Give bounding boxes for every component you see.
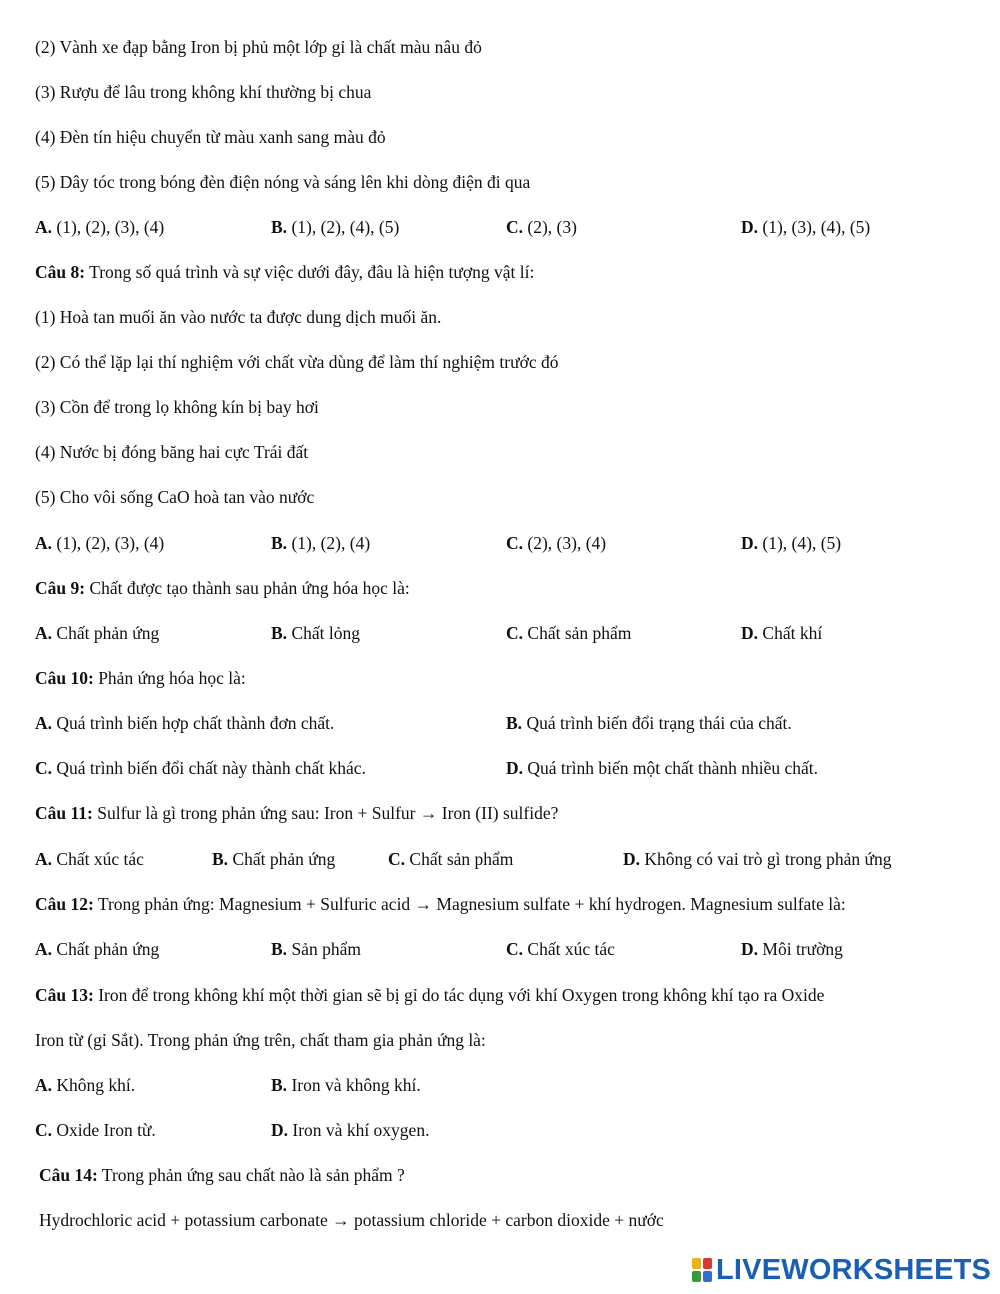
q11-option-b[interactable]: B. Chất phản ứng xyxy=(212,849,336,869)
q14-equation: Hydrochloric acid + potassium carbonate → potassium chloride + carbon dioxide + nước xyxy=(39,1210,664,1230)
q8-option-c[interactable]: C. (2), (3), (4) xyxy=(506,533,607,553)
q10-option-a[interactable]: A. Quá trình biến hợp chất thành đơn chất. xyxy=(35,713,335,733)
q11-option-c[interactable]: C. Chất sản phẩm xyxy=(388,849,514,869)
q9-option-a[interactable]: A. Chất phản ứng xyxy=(35,623,160,643)
q7-option-a[interactable]: A. (1), (2), (3), (4) xyxy=(35,217,165,237)
q9-option-b[interactable]: B. Chất lỏng xyxy=(271,623,360,643)
q7-option-b[interactable]: B. (1), (2), (4), (5) xyxy=(271,217,400,237)
liveworksheets-logo-mark-icon xyxy=(692,1257,714,1283)
q13-question: Câu 13: Iron để trong không khí một thời gian sẽ bị gỉ do tác dụng với khí Oxygen trong không khí tạo ra Oxide xyxy=(35,985,825,1005)
q8-option-b[interactable]: B. (1), (2), (4) xyxy=(271,533,371,553)
q7-option-c[interactable]: C. (2), (3) xyxy=(506,217,577,237)
q12-option-b[interactable]: B. Sản phẩm xyxy=(271,939,361,959)
q13-option-a[interactable]: A. Không khí. xyxy=(35,1075,136,1095)
q13-question-cont: Iron từ (gỉ Sắt). Trong phản ứng trên, chất tham gia phản ứng là: xyxy=(35,1030,486,1050)
q12-option-c[interactable]: C. Chất xúc tác xyxy=(506,939,615,959)
q12-question: Câu 12: Trong phản ứng: Magnesium + Sulfuric acid → Magnesium sulfate + khí hydrogen. Magnesium sulfate là: xyxy=(35,894,846,914)
q8-question: Câu 8: Trong số quá trình và sự việc dưới đây, đâu là hiện tượng vật lí: xyxy=(35,262,535,282)
q8-option-d[interactable]: D. (1), (4), (5) xyxy=(741,533,842,553)
q13-option-c[interactable]: C. Oxide Iron từ. xyxy=(35,1120,156,1140)
q12-option-a[interactable]: A. Chất phản ứng xyxy=(35,939,160,959)
liveworksheets-logo-text: LIVEWORKSHEETS xyxy=(716,1253,992,1286)
q8-statement-1: (1) Hoà tan muối ăn vào nước ta được dung dịch muối ăn. xyxy=(35,307,442,327)
q9-question: Câu 9: Chất được tạo thành sau phản ứng hóa học là: xyxy=(35,578,410,598)
q8-statement-2: (2) Có thể lặp lại thí nghiệm với chất vừa dùng để làm thí nghiệm trước đó xyxy=(35,352,559,372)
q8-option-a[interactable]: A. (1), (2), (3), (4) xyxy=(35,533,165,553)
q7-option-d[interactable]: D. (1), (3), (4), (5) xyxy=(741,217,871,237)
q8-statement-3: (3) Cồn để trong lọ không kín bị bay hơi xyxy=(35,397,319,417)
q8-statement-5: (5) Cho vôi sống CaO hoà tan vào nước xyxy=(35,487,315,507)
liveworksheets-logo xyxy=(692,1253,991,1287)
q13-option-d[interactable]: D. Iron và khí oxygen. xyxy=(271,1120,430,1140)
q9-option-d[interactable]: D. Chất khí xyxy=(741,623,823,643)
q14-question: Câu 14: Trong phản ứng sau chất nào là sản phẩm ? xyxy=(39,1165,405,1185)
q11-option-a[interactable]: A. Chất xúc tác xyxy=(35,849,144,869)
q7-statement-2: (2) Vành xe đạp bằng Iron bị phủ một lớp gỉ là chất màu nâu đỏ xyxy=(35,37,482,57)
q11-option-d[interactable]: D. Không có vai trò gì trong phản ứng xyxy=(623,849,892,869)
q7-statement-5: (5) Dây tóc trong bóng đèn điện nóng và sáng lên khi dòng điện đi qua xyxy=(35,172,531,192)
q7-statement-4: (4) Đèn tín hiệu chuyển từ màu xanh sang màu đỏ xyxy=(35,127,386,147)
q11-question: Câu 11: Sulfur là gì trong phản ứng sau: Iron + Sulfur → Iron (II) sulfide? xyxy=(35,803,559,823)
q10-option-d[interactable]: D. Quá trình biến một chất thành nhiều chất. xyxy=(506,758,819,778)
q10-option-b[interactable]: B. Quá trình biến đổi trạng thái của chất. xyxy=(506,713,792,733)
q12-option-d[interactable]: D. Môi trường xyxy=(741,939,843,959)
q7-statement-3: (3) Rượu để lâu trong không khí thường bị chua xyxy=(35,82,372,102)
q10-question: Câu 10: Phản ứng hóa học là: xyxy=(35,668,246,688)
q8-statement-4: (4) Nước bị đóng băng hai cực Trái đất xyxy=(35,442,309,462)
q13-option-b[interactable]: B. Iron và không khí. xyxy=(271,1075,421,1095)
q9-option-c[interactable]: C. Chất sản phẩm xyxy=(506,623,632,643)
q10-option-c[interactable]: C. Quá trình biến đổi chất này thành chất khác. xyxy=(35,758,366,778)
